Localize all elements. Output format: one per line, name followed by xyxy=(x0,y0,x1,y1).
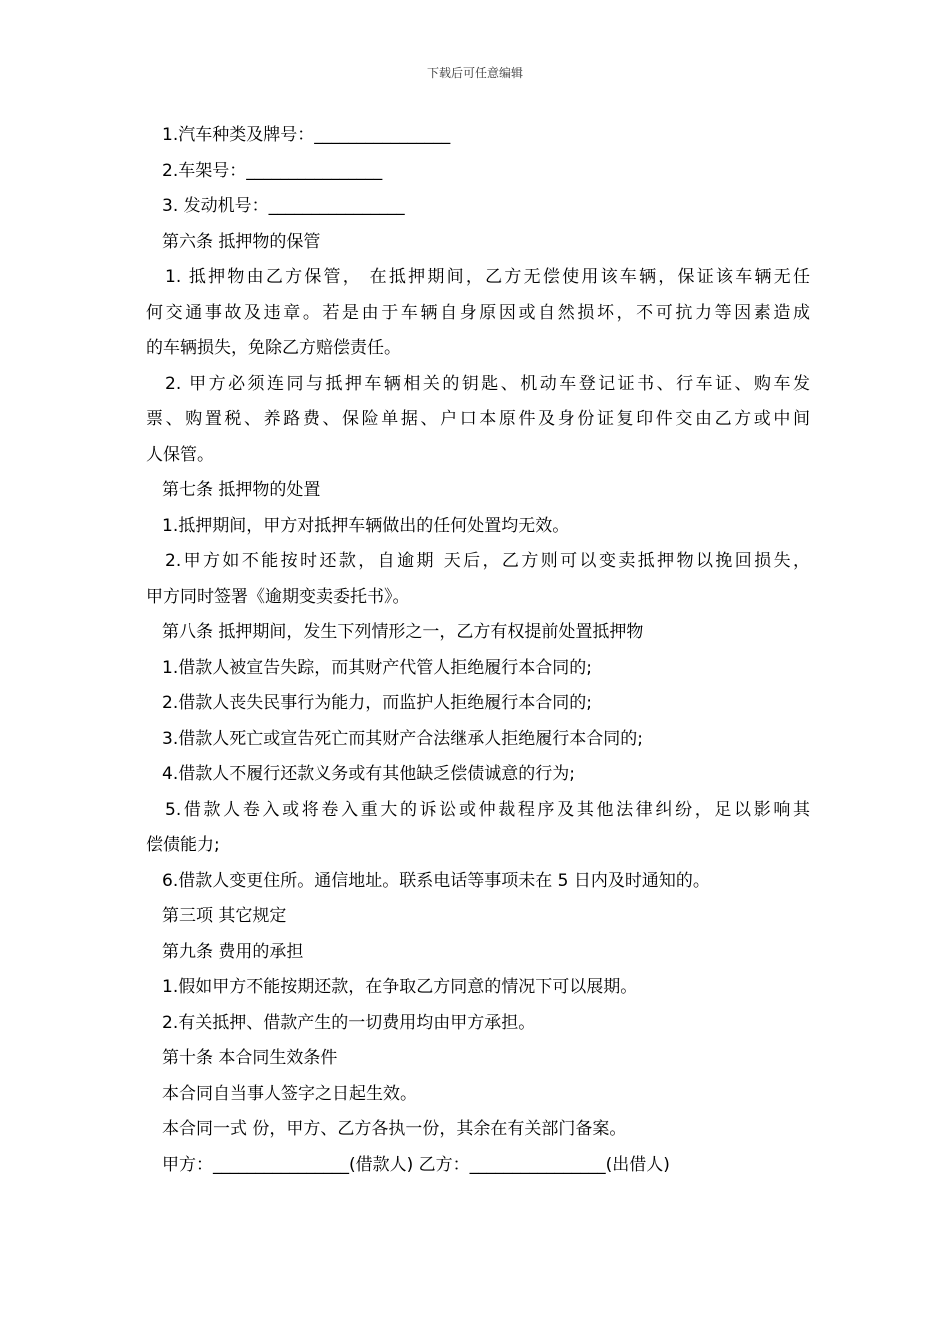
document-line: 2.甲方如不能按时还款，自逾期 天后，乙方则可以变卖抵押物以挽回损失， xyxy=(165,551,810,571)
document-line: 的车辆损失，免除乙方赔偿责任。 xyxy=(146,338,401,358)
document-line: 1.假如甲方不能按期还款，在争取乙方同意的情况下可以展期。 xyxy=(162,977,638,997)
document-line: 6.借款人变更住所。通信地址。联系电话等事项未在 5 日内及时通知的。 xyxy=(162,870,710,891)
document-line: 3.借款人死亡或宣告死亡而其财产合法继承人拒绝履行本合同的; xyxy=(162,728,643,749)
document-line: 1. 抵押物由乙方保管， 在抵押期间，乙方无偿使用该车辆，保证该车辆无任 xyxy=(165,267,810,287)
document-line: 本合同一式 份，甲方、乙方各执一份，其余在有关部门备案。 xyxy=(162,1119,627,1139)
document-line: 第七条 抵押物的处置 xyxy=(162,480,321,500)
document-line: 票、购置税、养路费、保险单据、户口本原件及身份证复印件交由乙方或中间 xyxy=(146,409,810,429)
document-line: 1.汽车种类及牌号：________________ xyxy=(162,125,451,145)
document-line: 第三项 其它规定 xyxy=(162,906,287,926)
document-line: 4.借款人不履行还款义务或有其他缺乏偿债诚意的行为; xyxy=(162,764,575,784)
document-line: 甲方：________________(借款人) 乙方：________________(出借人) xyxy=(162,1154,670,1175)
document-line: 第十条 本合同生效条件 xyxy=(162,1048,338,1068)
document-line: 2.借款人丧失民事行为能力，而监护人拒绝履行本合同的; xyxy=(162,693,592,713)
document-line: 5.借款人卷入或将卷入重大的诉讼或仲裁程序及其他法律纠纷，足以影响其 xyxy=(165,799,810,820)
document-line: 本合同自当事人签字之日起生效。 xyxy=(162,1083,417,1104)
document-line: 第六条 抵押物的保管 xyxy=(162,231,321,252)
document-line: 第八条 抵押期间，发生下列情形之一，乙方有权提前处置抵押物 xyxy=(162,622,644,642)
document-line: 2. 甲方必须连同与抵押车辆相关的钥匙、机动车登记证书、行车证、购车发 xyxy=(165,373,810,394)
document-line: 何交通事故及违章。若是由于车辆自身原因或自然损坏，不可抗力等因素造成 xyxy=(146,302,810,323)
document-line: 人保管。 xyxy=(146,444,214,465)
page-header-note: 下载后可任意编辑 xyxy=(426,66,523,80)
document-line: 偿债能力; xyxy=(146,835,220,855)
document-line: 1.抵押期间，甲方对抵押车辆做出的任何处置均无效。 xyxy=(162,515,570,536)
document-line: 第九条 费用的承担 xyxy=(162,941,304,962)
document-line: 2.车架号：________________ xyxy=(162,160,383,181)
document-line: 甲方同时签署《逾期变卖委托书》。 xyxy=(146,586,410,607)
document-line: 3. 发动机号：________________ xyxy=(162,196,405,216)
document-line: 2.有关抵押、借款产生的一切费用均由甲方承担。 xyxy=(162,1012,536,1033)
document-body xyxy=(146,118,810,1183)
document-line: 1.借款人被宣告失踪，而其财产代管人拒绝履行本合同的; xyxy=(162,657,592,678)
